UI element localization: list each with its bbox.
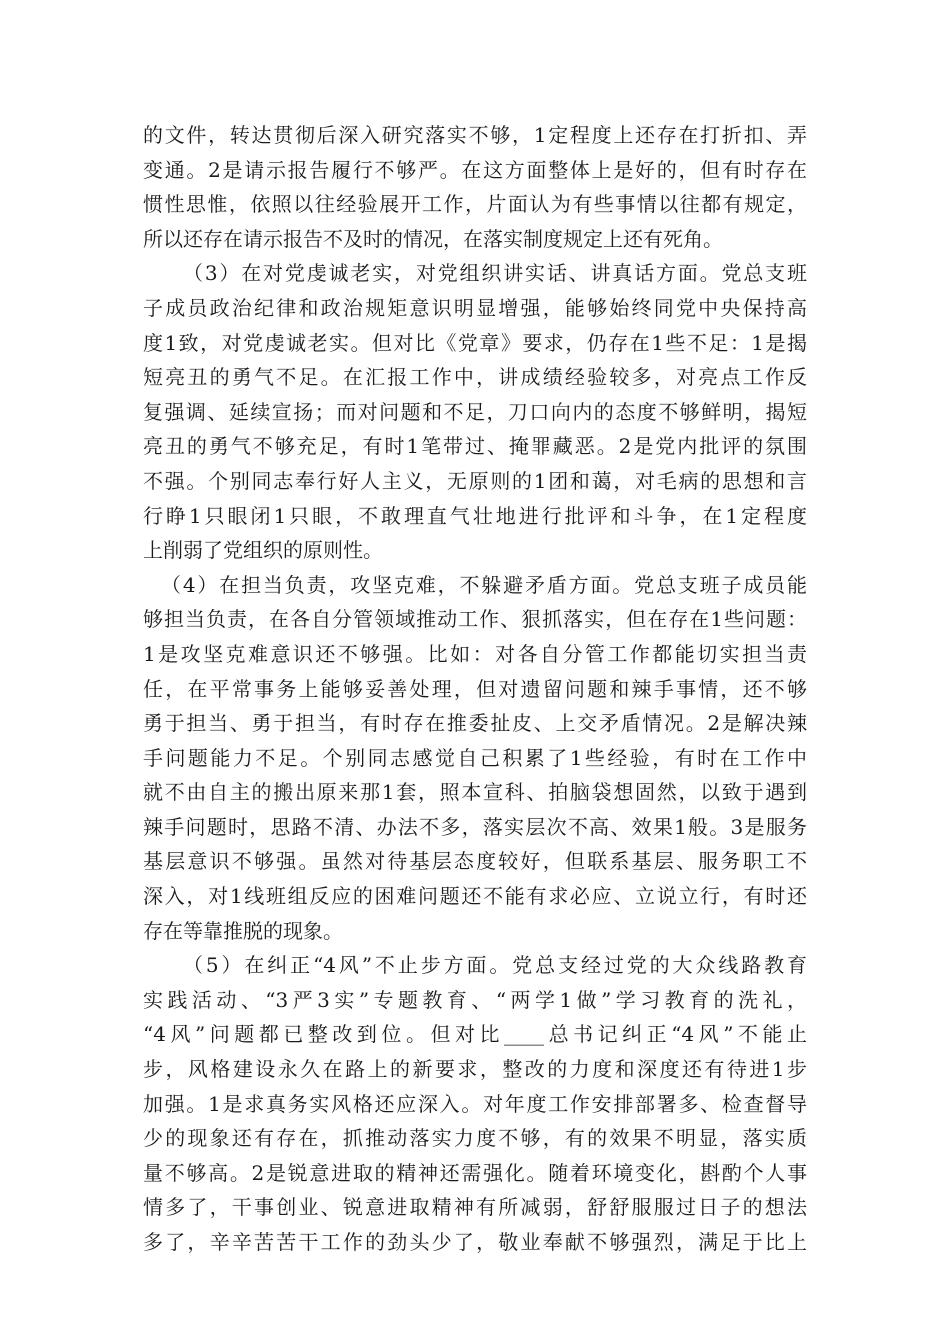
text-line: 多了，辛辛苦苦干工作的劲头少了，敬业奉献不够强烈，满足于比上 bbox=[143, 1230, 807, 1254]
text-line: 加强。1是求真务实风格还应深入。对年度工作安排部署多、检查督导 bbox=[143, 1091, 807, 1116]
text-line: 复强调、延续宣扬；而对问题和不足，刀口向内的态度不够鲜明，揭短 bbox=[143, 399, 807, 424]
text-line: 深入，对1线班组反应的困难问题还不能有求必应、立说立行，有时还 bbox=[143, 884, 807, 909]
text-line: 情多了，干事创业、锐意进取精神有所减弱，舒舒服服过日子的想法 bbox=[143, 1195, 807, 1220]
text-line: 变通。2是请示报告履行不够严。在这方面整体上是好的，但有时存在 bbox=[143, 157, 807, 182]
paragraph-start-line: （3）在对党虔诚老实，对党组织讲实话、讲真话方面。党总支班 bbox=[183, 261, 807, 286]
text-line: 上削弱了党组织的原则性。 bbox=[143, 538, 383, 563]
text-line: 实践活动、“3严3实”专题教育、“两学1做”学习教育的洗礼， bbox=[143, 987, 807, 1012]
text-line: 步，风格建设永久在路上的新要求，整改的力度和深度还有待进1步 bbox=[143, 1057, 807, 1082]
text-line: 不强。个别同志奉行好人主义，无原则的1团和蔼，对毛病的思想和言 bbox=[143, 468, 807, 493]
text-line: 子成员政治纪律和政治规矩意识明显增强，能够始终同党中央保持高 bbox=[143, 295, 807, 320]
paragraph-start-line: （5）在纠正“4风”不止步方面。党总支经过党的大众线路教育 bbox=[183, 953, 807, 978]
text-line: 手问题能力不足。个别同志感觉自己积累了1些经验，有时在工作中 bbox=[143, 745, 807, 770]
text-line: 辣手问题时，思路不清、办法不多，落实层次不高、效果1般。3是服务 bbox=[143, 814, 807, 839]
text-line: 度1致，对党虔诚老实。但对比《党章》要求，仍存在1些不足：1是揭 bbox=[143, 330, 807, 355]
text-line: 所以还存在请示报告不及时的情况，在落实制度规定上还有死角。 bbox=[143, 226, 723, 251]
text-line: 少的现象还有存在，抓推动落实力度不够，有的效果不明显，落实质 bbox=[143, 1126, 807, 1151]
text-line: 勇于担当、勇于担当，有时存在推委扯皮、上交矛盾情况。2是解决辣 bbox=[143, 711, 807, 736]
text-line: 的文件，转达贯彻后深入研究落实不够，1定程度上还存在打折扣、弄 bbox=[143, 123, 807, 147]
paragraph-start-line: （4）在担当负责，攻坚克难，不躲避矛盾方面。党总支班子成员能 bbox=[161, 572, 807, 597]
text-line: 惯性思惟，依照以往经验展开工作，片面认为有些事情以往都有规定， bbox=[143, 192, 807, 217]
document-body bbox=[143, 118, 807, 1260]
text-line: 就不由自主的搬出原来那1套，照本宣科、拍脑袋想固然，以致于遇到 bbox=[143, 780, 807, 805]
text-line: 量不够高。2是锐意进取的精神还需强化。随着环境变化，斟酌个人事 bbox=[143, 1160, 807, 1185]
text-line: “4风”问题都已整改到位。但对比____总书记纠正“4风”不能止 bbox=[143, 1022, 807, 1047]
text-line: 短亮丑的勇气不足。在汇报工作中，讲成绩经验较多，对亮点工作反 bbox=[143, 365, 807, 390]
text-line: 行睁1只眼闭1只眼，不敢理直气壮地进行批评和斗争，在1定程度 bbox=[143, 503, 807, 528]
text-line: 够担当负责，在各自分管领域推动工作、狠抓落实，但在存在1些问题： bbox=[143, 607, 807, 632]
text-line: 任，在平常事务上能够妥善处理，但对遗留问题和辣手事情，还不够 bbox=[143, 676, 807, 701]
text-line: 1是攻坚克难意识还不够强。比如：对各自分管工作都能切实担当责 bbox=[143, 641, 807, 666]
text-line: 亮丑的勇气不够充足，有时1笔带过、掩罪藏恶。2是党内批评的氛围 bbox=[143, 434, 807, 459]
text-line: 基层意识不够强。虽然对待基层态度较好，但联系基层、服务职工不 bbox=[143, 849, 807, 874]
text-line: 存在等靠推脱的现象。 bbox=[143, 918, 343, 943]
